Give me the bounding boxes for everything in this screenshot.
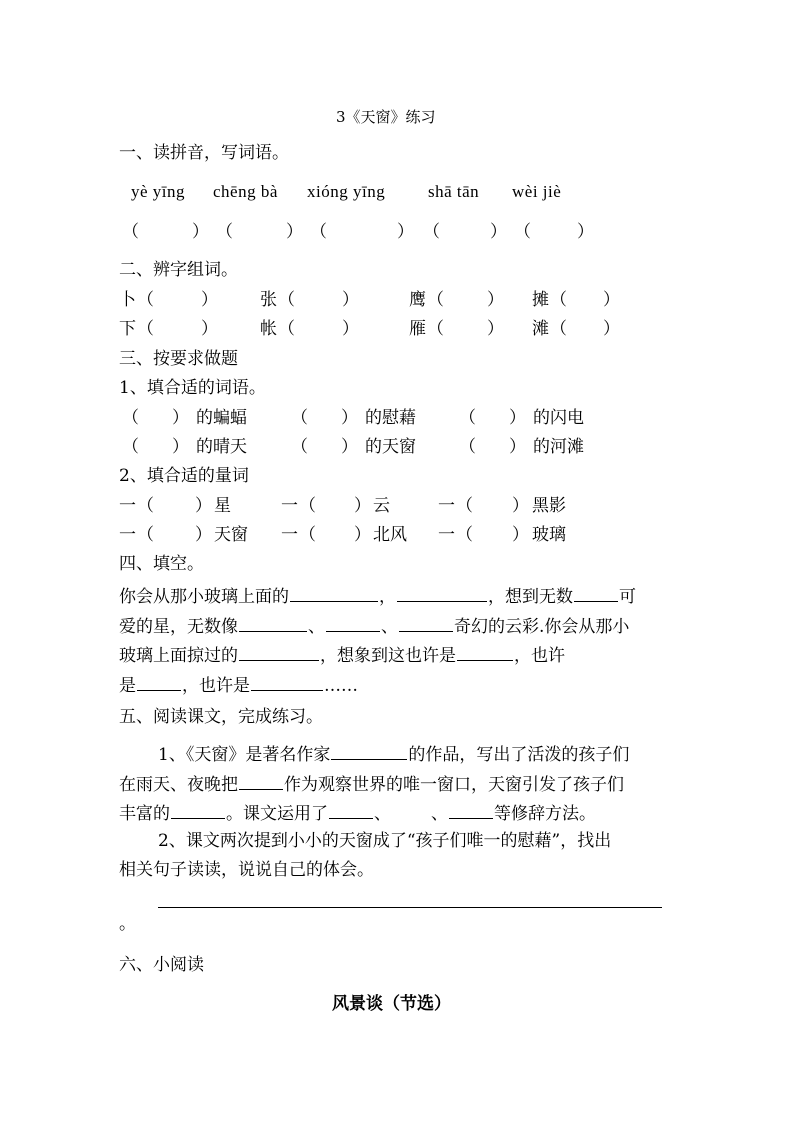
reading-line-5: 相关句子读读，说说自己的体会。 xyxy=(119,860,374,880)
yi: 一 xyxy=(281,525,298,545)
article-title: 风景谈（节选） xyxy=(332,994,451,1014)
paren-open: （ xyxy=(459,437,476,457)
char-tan1: 摊 xyxy=(532,290,549,310)
paren-close: ） xyxy=(603,290,620,310)
paren-close: ） xyxy=(341,408,358,428)
paren-close: ） xyxy=(512,496,529,516)
question-3-1: 1、填合适的词语。 xyxy=(119,378,266,398)
answer-paren-close-1: ） xyxy=(192,222,209,242)
char-ying: 鹰 xyxy=(409,290,426,310)
blank[interactable] xyxy=(331,742,407,760)
blank[interactable] xyxy=(329,801,373,819)
fill-word-6: 的河滩 xyxy=(533,437,584,457)
paren-open: （ xyxy=(137,319,154,339)
pinyin-3: xióng yīng xyxy=(307,182,386,201)
char-xia: 下 xyxy=(119,319,136,339)
paren-close: ） xyxy=(195,525,212,545)
fill-line-3: 玻璃上面掠过的 ，想象到这也许是 ，也许 xyxy=(119,643,565,666)
measure-noun-4: 天窗 xyxy=(214,525,248,545)
blank[interactable] xyxy=(137,673,181,691)
blank[interactable] xyxy=(449,801,493,819)
fill-word-1: 的蝙蝠 xyxy=(196,408,247,428)
answer-paren-close-4: ） xyxy=(490,222,507,242)
paren-close: ） xyxy=(172,408,189,428)
paren-close: ） xyxy=(172,437,189,457)
paren-open: （ xyxy=(299,525,316,545)
char-zhang2: 帐 xyxy=(260,319,277,339)
blank[interactable] xyxy=(399,614,453,632)
paren-close: ） xyxy=(487,319,504,339)
answer-paren-close-5: ） xyxy=(577,222,594,242)
fill-line-2: 爱的星，无数像 、 、 奇幻的云彩.你会从那小 xyxy=(119,614,629,637)
char-zhang: 张 xyxy=(260,290,277,310)
answer-line[interactable] xyxy=(158,907,662,908)
paren-close: ） xyxy=(487,290,504,310)
section-6-heading: 六、小阅读 xyxy=(119,955,204,975)
paren-close: ） xyxy=(354,525,371,545)
paren-open: （ xyxy=(291,437,308,457)
paren-open: （ xyxy=(122,408,139,428)
answer-paren-close-2: ） xyxy=(286,222,303,242)
char-yan: 雁 xyxy=(409,319,426,339)
paren-close: ） xyxy=(342,290,359,310)
char-bu: 卜 xyxy=(119,290,136,310)
paren-close: ） xyxy=(341,437,358,457)
answer-paren-open-2: （ xyxy=(216,222,233,242)
measure-noun-5: 北风 xyxy=(373,525,407,545)
section-2-heading: 二、辨字组词。 xyxy=(119,260,238,280)
pinyin-1: yè yīng xyxy=(131,182,186,201)
blank[interactable] xyxy=(457,643,513,661)
yi: 一 xyxy=(438,525,455,545)
paren-close: ） xyxy=(195,496,212,516)
paren-close: ） xyxy=(201,319,218,339)
paren-open: （ xyxy=(456,496,473,516)
paren-open: （ xyxy=(459,408,476,428)
measure-noun-3: 黑影 xyxy=(532,496,566,516)
paren-close: ） xyxy=(354,496,371,516)
blank[interactable] xyxy=(326,614,380,632)
paren-open: （ xyxy=(550,290,567,310)
paren-close: ） xyxy=(342,319,359,339)
paren-open: （ xyxy=(299,496,316,516)
paren-close: ） xyxy=(509,437,526,457)
blank[interactable] xyxy=(171,801,225,819)
paren-close: ） xyxy=(603,319,620,339)
paren-open: （ xyxy=(137,525,154,545)
answer-paren-open-4: （ xyxy=(423,222,440,242)
paren-open: （ xyxy=(278,290,295,310)
blank[interactable] xyxy=(574,584,618,602)
yi: 一 xyxy=(119,496,136,516)
section-4-heading: 四、填空。 xyxy=(119,554,204,574)
fill-line-1: 你会从那小玻璃上面的 ， ，想到无数 可 xyxy=(119,584,636,607)
reading-line-1: 1、《天窗》是著名作家 的作品，写出了活泼的孩子们 xyxy=(158,742,629,765)
blank[interactable] xyxy=(290,584,378,602)
question-3-2: 2、填合适的量词 xyxy=(119,466,249,486)
yi: 一 xyxy=(119,525,136,545)
answer-paren-open-5: （ xyxy=(514,222,531,242)
pinyin-2: chēng bà xyxy=(213,182,278,201)
paren-open: （ xyxy=(427,290,444,310)
paren-open: （ xyxy=(456,525,473,545)
pinyin-4: shā tān xyxy=(428,182,480,201)
pinyin-5: wèi jiè xyxy=(512,182,562,201)
paren-close: ） xyxy=(512,525,529,545)
fill-word-3: 的闪电 xyxy=(533,408,584,428)
paren-close: ） xyxy=(201,290,218,310)
reading-line-2: 在雨天、夜晚把 作为观察世界的唯一窗口，天窗引发了孩子们 xyxy=(119,772,624,795)
fill-line-4: 是 ，也许是 …… xyxy=(119,673,358,696)
page-title: 3《天窗》练习 xyxy=(336,108,436,126)
yi: 一 xyxy=(438,496,455,516)
fill-word-2: 的慰藉 xyxy=(365,408,416,428)
blank[interactable] xyxy=(251,673,323,691)
section-3-heading: 三、按要求做题 xyxy=(119,349,238,369)
blank[interactable] xyxy=(239,614,307,632)
reading-line-3: 丰富的 。课文运用了 、 、 等修辞方法。 xyxy=(119,801,596,824)
fill-word-5: 的天窗 xyxy=(365,437,416,457)
measure-noun-1: 星 xyxy=(214,496,231,516)
fill-word-4: 的晴天 xyxy=(196,437,247,457)
paren-open: （ xyxy=(278,319,295,339)
paren-open: （ xyxy=(122,437,139,457)
answer-paren-open-3: （ xyxy=(310,222,327,242)
paren-open: （ xyxy=(291,408,308,428)
yi: 一 xyxy=(281,496,298,516)
answer-paren-open-1: （ xyxy=(122,222,139,242)
measure-noun-6: 玻璃 xyxy=(532,525,566,545)
blank[interactable] xyxy=(239,643,319,661)
section-1-heading: 一、读拼音，写词语。 xyxy=(119,143,289,163)
reading-line-4: 2、课文两次提到小小的天窗成了“孩子们唯一的慰藉”，找出 xyxy=(158,831,612,851)
period: 。 xyxy=(119,914,136,934)
paren-open: （ xyxy=(137,290,154,310)
section-5-heading: 五、阅读课文，完成练习。 xyxy=(119,707,323,727)
blank[interactable] xyxy=(239,772,283,790)
char-tan2: 滩 xyxy=(532,319,549,339)
measure-noun-2: 云 xyxy=(373,496,390,516)
paren-open: （ xyxy=(137,496,154,516)
paren-close: ） xyxy=(509,408,526,428)
paren-open: （ xyxy=(427,319,444,339)
paren-open: （ xyxy=(550,319,567,339)
blank[interactable] xyxy=(397,584,487,602)
answer-paren-close-3: ） xyxy=(397,222,414,242)
